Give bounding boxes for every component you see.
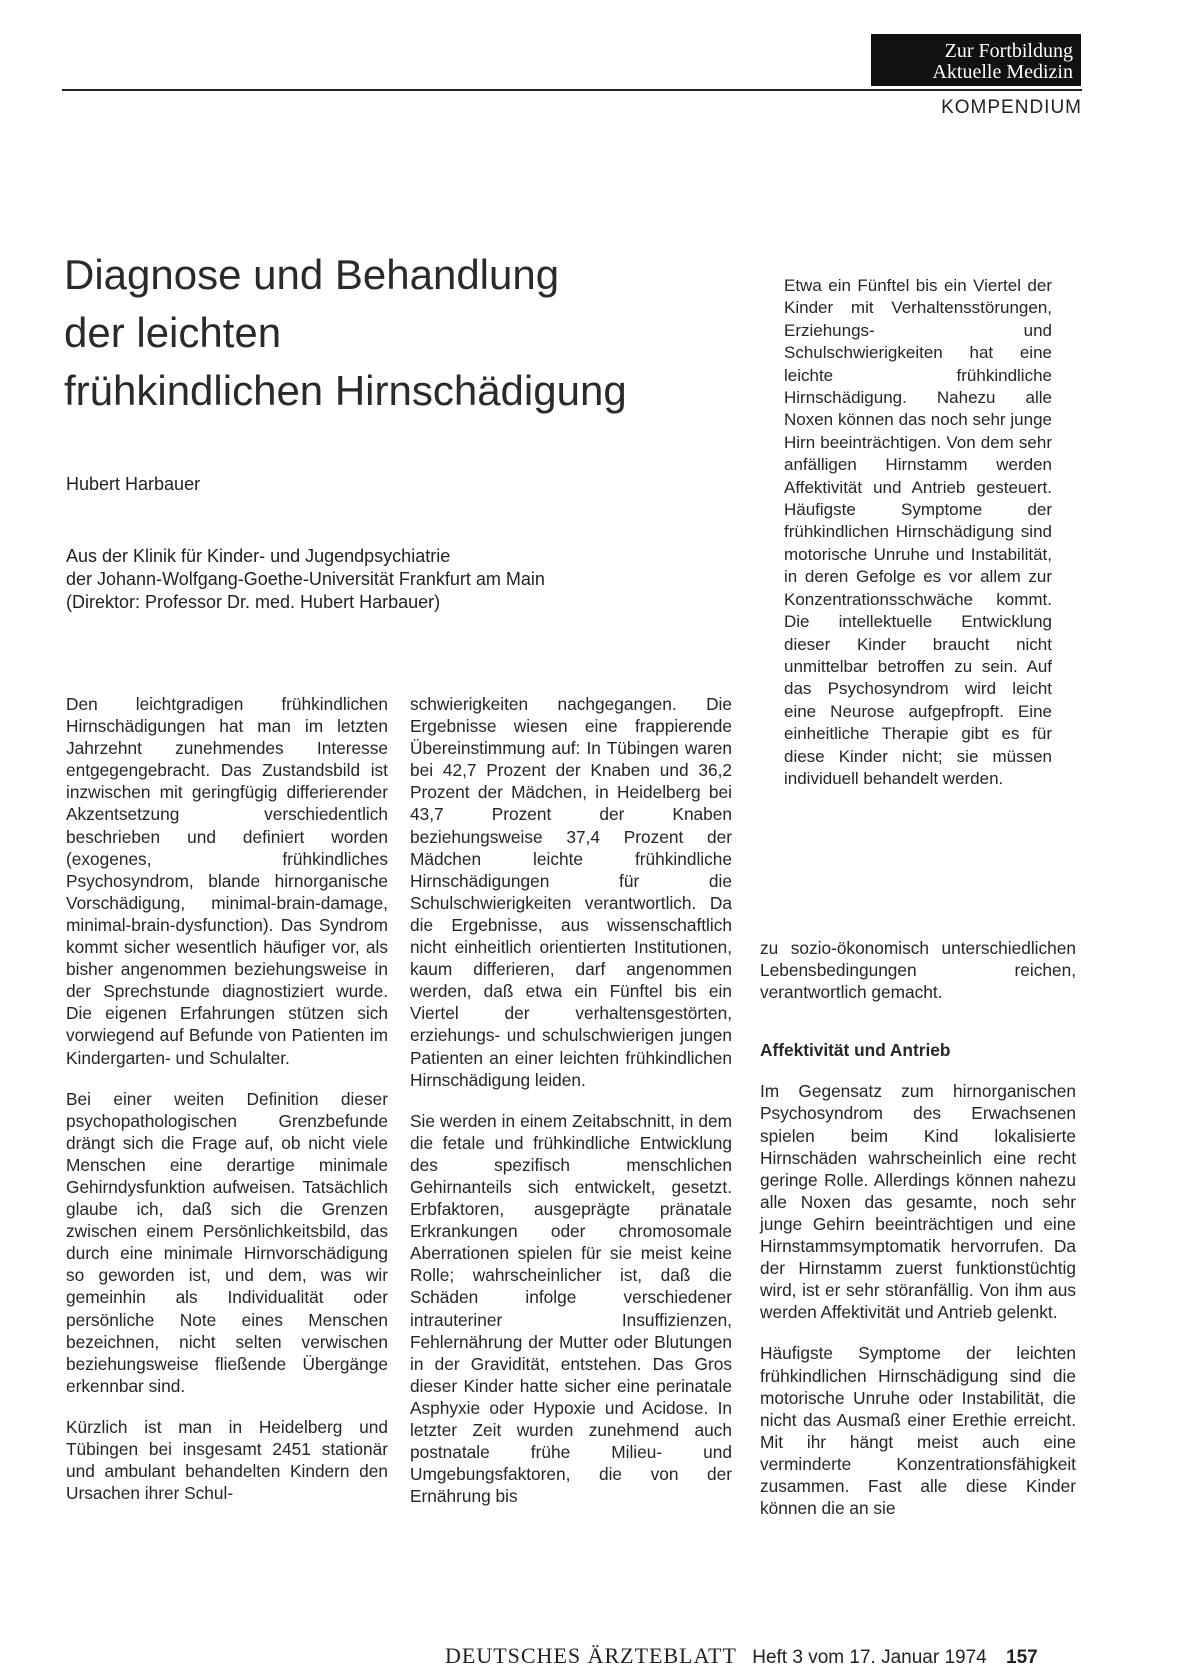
affiliation-line-3: (Direktor: Professor Dr. med. Hubert Harbauer) — [66, 592, 441, 612]
paragraph: zu sozio-ökonomisch unterschiedlichen Lebensbedingungen reichen, verantwortlich gemacht. — [760, 938, 1076, 1003]
journal-name: DEUTSCHES ÄRZTEBLATT — [445, 1643, 737, 1668]
spacer — [760, 1022, 1076, 1039]
page-number: 157 — [1006, 1647, 1038, 1668]
paragraph: schwierigkeiten nachgegangen. Die Ergebnisse wiesen eine frappierende Übereinstimmung auf: In Tübingen waren bei 42,7 Prozent der Knaben und 36,2 Prozent der Mädchen, in Heidelberg bei 43,7 Prozent der Knaben beziehungsweise 37,4 Prozent der Mädchen leichte frühkindliche Hirnschädigungen für die Schulschwierigkeiten verantwortlich. Da die Ergebnisse, aus wissenschaftlich nicht einheitlich orientierten Institutionen, kaum differieren, darf angenommen werden, daß etwa ein Fünftel bis ein Viertel der verhaltensgestörten, erziehungs- und schulschwierigen jungen Patienten an einer leichten frühkindlichen Hirnschädigung leiden. — [410, 694, 732, 1090]
body-column-1 — [66, 693, 388, 1523]
author: Hubert Harbauer — [66, 474, 201, 494]
title-line-3: frühkindlichen Hirnschädigung — [64, 367, 627, 414]
page-footer — [445, 1643, 1038, 1669]
body-column-3 — [760, 937, 1076, 1538]
badge-line-1: Zur Fortbildung — [944, 40, 1073, 62]
affiliation-line-2: der Johann-Wolfgang-Goethe-Universität Frankfurt am Main — [66, 569, 545, 589]
body-column-2 — [410, 693, 732, 1526]
section-badge — [871, 34, 1081, 86]
paragraph: Im Gegensatz zum hirnorganischen Psychosyndrom des Erwachsenen spielen beim Kind lokalisierte Hirnschäden wahrscheinlich eine recht geringe Rolle. Allerdings können nahezu alle Noxen das gesamte, noch sehr junge Gehirn beeinträchtigen und eine Hirnstammsymptomatik hervorrufen. Da der Hirnstamm zuerst funktionstüchtig wird, ist er sehr störanfällig. Von ihm aus werden Affektivität und Antrieb gelenkt. — [760, 1081, 1076, 1323]
section-label: KOMPENDIUM — [941, 97, 1082, 118]
affiliation — [66, 545, 726, 614]
title-line-1: Diagnose und Behandlung — [64, 251, 560, 298]
paragraph: Sie werden in einem Zeitabschnitt, in dem die fetale und frühkindliche Entwicklung des spezifisch menschlichen Gehirnanteils sich entwickelt, gesetzt. Erbfaktoren, ausgeprägte pränatale Erkrankungen oder chromosomale Aberrationen spielen für sie meist keine Rolle; wahrscheinlicher ist, daß die Schäden infolge verschiedener intrauteriner Insuffizienzen, Fehlernährung der Mutter oder Blutungen in der Gravidität, entstehen. Das Gros dieser Kinder hatte sicher eine perinatale Asphyxie oder Hypoxie und Acidose. In letzter Zeit wurden zunehmend auch postnatale frühe Milieu- und Umgebungsfaktoren, die von der Ernährung bis — [410, 1110, 732, 1507]
article-title — [64, 246, 724, 420]
paragraph: Bei einer weiten Definition dieser psychopathologischen Grenzbefunde drängt sich die Frage auf, ob nicht viele Menschen eine derartige minimale Gehirndysfunktion aufweisen. Tatsächlich glaube ich, daß sich die Grenzen zwischen einem Persönlichkeitsbild, das durch eine minimale Hirnvorschädigung so geworden ist, und dem, was wir gemeinhin als Individualität oder persönliche Note eines Menschen bezeichnen, nicht selten verwischen beziehungsweise fließende Übergänge erkennbar sind. — [66, 1088, 388, 1396]
badge-line-2: Aktuelle Medizin — [932, 61, 1073, 83]
header-rule — [62, 89, 1082, 91]
paragraph: Den leichtgradigen frühkindlichen Hirnschädigungen hat man im letzten Jahrzehnt zunehmendes Interesse entgegengebracht. Das Zustandsbild ist inzwischen mit geringfügig differierender Akzentsetzung verschiedentlich beschrieben und definiert worden (exogenes, frühkindliches Psychosyndrom, blande hirnorganische Vorschädigung, minimal-brain-damage, minimal-brain-dysfunction). Das Syndrom kommt sicher wesentlich häufiger vor, als bisher angenommen beziehungsweise in der Sprechstunde diagnostiziert wurde. Die eigenen Erfahrungen stützen sich vorwiegend auf Befunde von Patienten im Kindergarten- und Schulalter. — [66, 694, 388, 1068]
title-line-2: der leichten — [64, 309, 282, 356]
issue-info: Heft 3 vom 17. Januar 1974 — [752, 1647, 987, 1668]
intro-summary: Etwa ein Fünftel bis ein Viertel der Kinder mit Verhaltensstörungen, Erziehungs- und Schulschwierigkeiten hat eine leichte frühkindliche Hirnschädigung. Nahezu alle Noxen können das noch sehr junge Hirn beeinträchtigen. Von dem sehr anfälligen Hirnstamm werden Affektivität und Antrieb gesteuert. Häufigste Symptome der frühkindlichen Hirnschädigung sind motorische Unruhe und Instabilität, in deren Gefolge es vor allem zur Konzentrationsschwäche kommt. Die intellektuelle Entwicklung dieser Kinder braucht nicht unmittelbar betroffen zu sein. Auf das Psychosyndrom wird leicht eine Neurose aufgepfropft. Eine einheitliche Therapie gibt es für diese Kinder nicht; sie müssen individuell behandelt werden. — [784, 276, 1052, 788]
paragraph: Häufigste Symptome der leichten frühkindlichen Hirnschädigung sind die motorische Unruhe oder Instabilität, die nicht das Ausmaß einer Erethie erreicht. Mit ihr hängt meist auch eine verminderte Konzentrationsfähigkeit zusammen. Fast alle diese Kinder können die an sie — [760, 1343, 1076, 1519]
subheading: Affektivität und Antrieb — [760, 1040, 951, 1061]
affiliation-line-1: Aus der Klinik für Kinder- und Jugendpsychiatrie — [66, 546, 451, 566]
paragraph: Kürzlich ist man in Heidelberg und Tübingen bei insgesamt 2451 stationär und ambulant behandelten Kindern den Ursachen ihrer Schul- — [66, 1416, 388, 1504]
